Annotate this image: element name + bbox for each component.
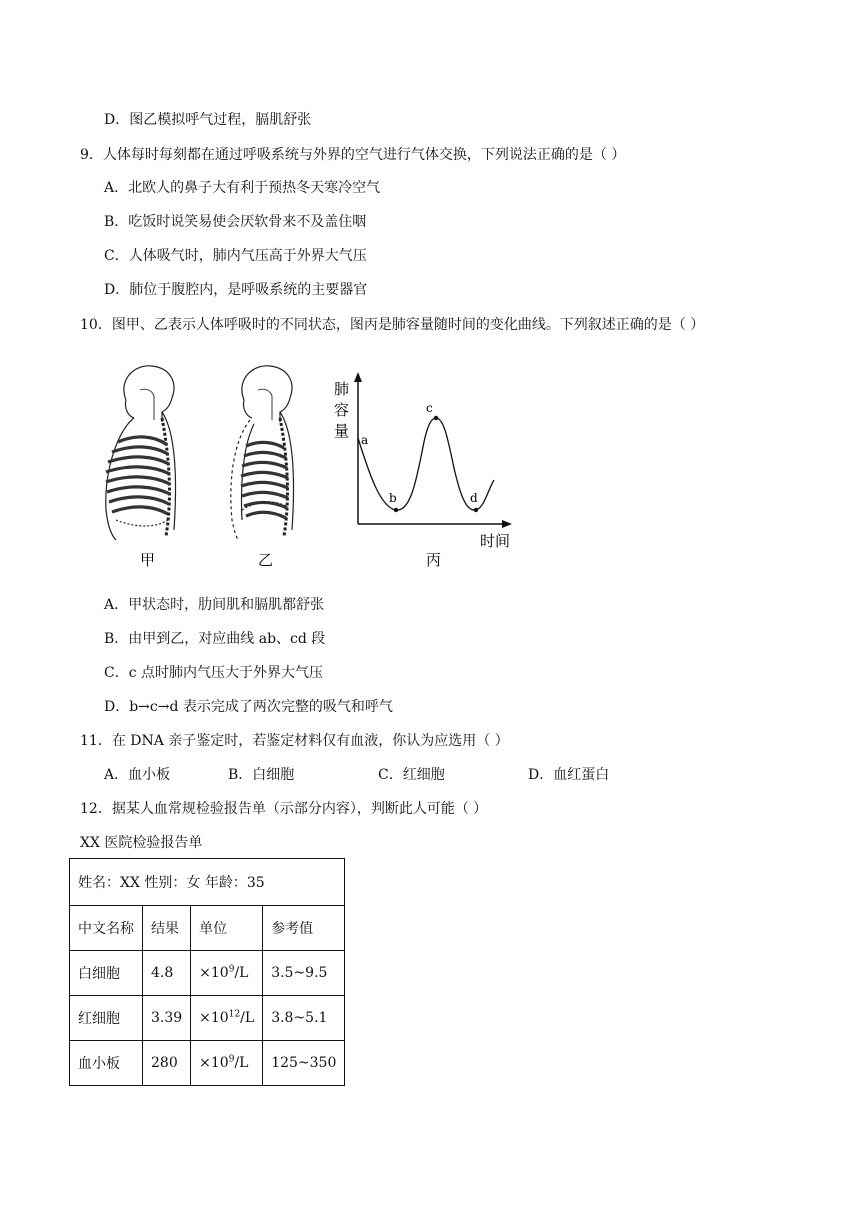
- row-result: 3.39: [143, 996, 191, 1041]
- point-a-label: a: [361, 433, 369, 447]
- q10-option-c: C．c 点时肺内气压大于外界大气压: [104, 665, 324, 681]
- row-result: 280: [143, 1041, 191, 1086]
- q9-option-b: B．吃饭时说笑易使会厌软骨来不及盖住咽: [104, 214, 367, 230]
- q9-option-d: D．肺位于腹腔内，是呼吸系统的主要器官: [104, 282, 368, 298]
- row-unit: $\times 10^9/L$: [191, 1041, 263, 1086]
- q10-option-d: D．b→c→d 表示完成了两次完整的吸气和呼气: [104, 699, 393, 715]
- q11-option-d: D．血红蛋白: [528, 767, 610, 783]
- figure-yi-torso-illustration: [231, 366, 294, 540]
- row-range: 3.8~5.1: [263, 996, 345, 1041]
- row-name: 血小板: [70, 1041, 143, 1086]
- q9-option-c: C．人体吸气时，肺内气压高于外界大气压: [104, 248, 367, 264]
- point-d-marker: [474, 508, 478, 512]
- table-row: [70, 996, 345, 1041]
- header-unit: 单位: [191, 906, 263, 951]
- row-unit: $\times 10^{12}/L$: [191, 996, 263, 1041]
- table-header-row: [70, 906, 345, 951]
- q10-option-a: A．甲状态时，肋间肌和膈肌都舒张: [104, 597, 325, 613]
- figure-jia-torso-illustration: [106, 366, 176, 540]
- report-title: XX 医院检验报告单: [80, 835, 203, 851]
- header-range: 参考值: [263, 906, 345, 951]
- header-result: 结果: [143, 906, 191, 951]
- q11-options: [104, 765, 804, 785]
- q10-stem: 10．图甲、乙表示人体呼吸时的不同状态，图丙是肺容量随时间的变化曲线。下列叙述正确的是（ ）: [80, 317, 705, 333]
- panel-label-yi: 乙: [258, 551, 274, 569]
- q8-option-d: D．图乙模拟呼气过程，膈肌舒张: [104, 112, 312, 128]
- y-axis-label-3: 量: [334, 422, 350, 440]
- q10-option-b: B．由甲到乙，对应曲线 ab、cd 段: [104, 631, 326, 647]
- q11-stem: 11．在 DNA 亲子鉴定时，若鉴定材料仅有血液，你认为应选用（ ）: [80, 733, 509, 749]
- q11-option-c: C．红细胞: [378, 767, 445, 783]
- figure-bing-chart: [334, 372, 512, 550]
- blood-report-table: [69, 858, 345, 1086]
- y-axis-label-1: 肺: [334, 380, 350, 398]
- point-b-label: b: [389, 491, 397, 505]
- y-axis-label-2: 容: [334, 401, 350, 419]
- y-axis-arrow-icon: [354, 372, 362, 382]
- table-row: [70, 951, 345, 996]
- point-c-marker: [434, 416, 438, 420]
- point-c-label: c: [426, 401, 433, 415]
- x-axis-arrow-icon: [502, 520, 512, 528]
- panel-label-jia: 甲: [140, 551, 156, 569]
- row-name: 白细胞: [70, 951, 143, 996]
- row-range: 3.5~9.5: [263, 951, 345, 996]
- table-row: [70, 1041, 345, 1086]
- q11-option-b: B．白细胞: [228, 767, 295, 783]
- q12-stem: 12．据某人血常规检验报告单（示部分内容），判断此人可能（ ）: [80, 801, 488, 817]
- row-name: 红细胞: [70, 996, 143, 1041]
- row-range: 125~350: [263, 1041, 345, 1086]
- header-name: 中文名称: [70, 906, 143, 951]
- row-unit: $\times 10^9/L$: [191, 951, 263, 996]
- patient-info: 姓名：XX 性别：女 年龄：35: [70, 859, 345, 906]
- q10-figure: [96, 360, 536, 580]
- q11-option-a: A．血小板: [104, 767, 171, 783]
- panel-label-bing: 丙: [426, 551, 442, 569]
- q9-option-a: A．北欧人的鼻子大有利于预热冬天寒冷空气: [104, 180, 381, 196]
- point-b-marker: [394, 508, 398, 512]
- point-d-label: d: [470, 491, 478, 505]
- q9-stem: 9．人体每时每刻都在通过呼吸系统与外界的空气进行气体交换，下列说法正确的是（ ）: [80, 147, 626, 163]
- x-axis-label: 时间: [480, 532, 511, 550]
- row-result: 4.8: [143, 951, 191, 996]
